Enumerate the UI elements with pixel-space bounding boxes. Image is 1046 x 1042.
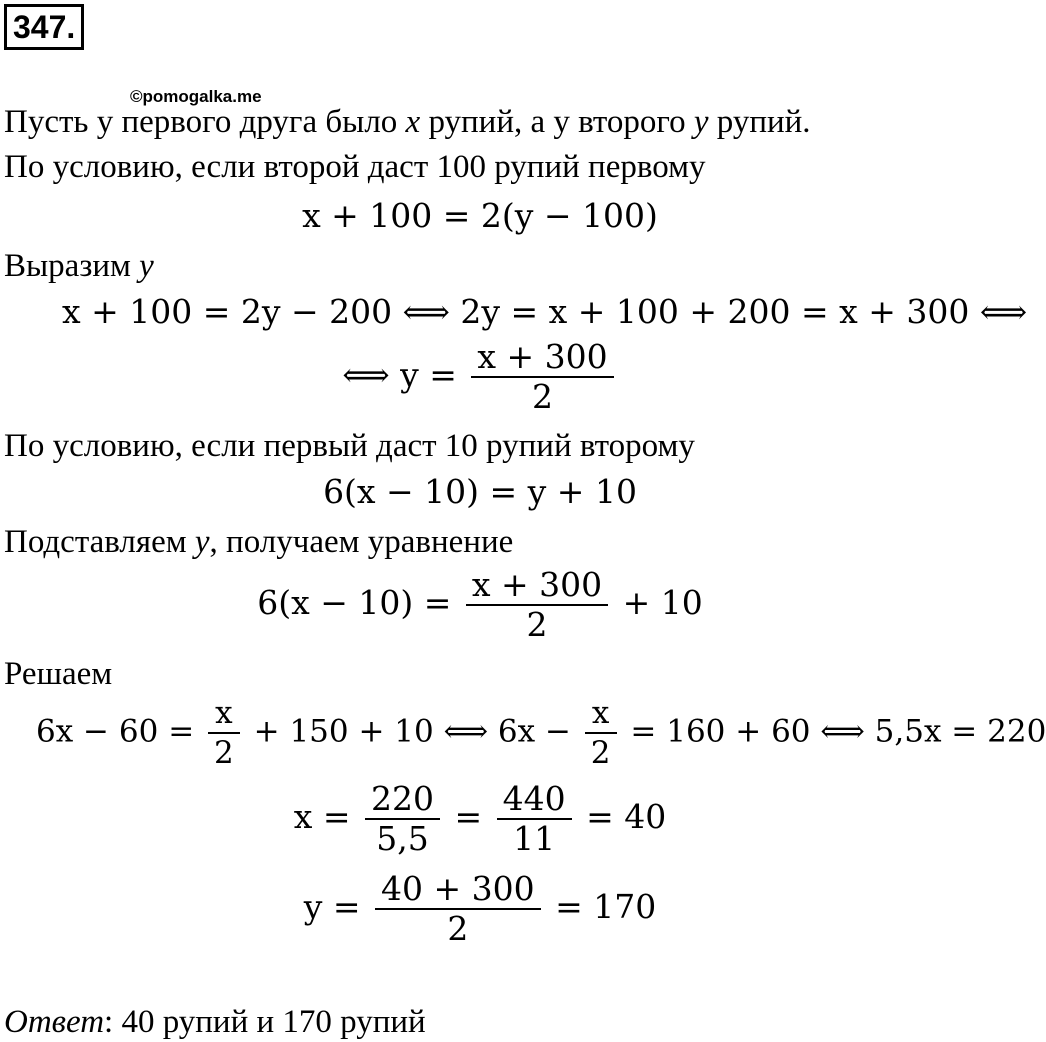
equation-5 <box>0 566 960 644</box>
equation-8-lhs: y = <box>303 887 361 926</box>
express-text: Выразим <box>4 248 131 284</box>
equation-8-rhs: = 170 <box>555 887 657 926</box>
fraction-denominator: 2 <box>214 735 234 771</box>
fraction-denominator: 5,5 <box>376 819 429 858</box>
fraction-numerator: x <box>591 695 610 731</box>
fraction <box>497 780 572 858</box>
equation-5-rhs: + 10 <box>622 583 703 622</box>
equation-6-part-c: = 160 + 60 ⟺ 5,5x = 220 <box>630 713 1046 750</box>
equation-7-lhs: x = <box>293 797 351 836</box>
equation-2: x + 100 = 2y − 200 ⟺ 2y = x + 100 + 200 = x + 300 ⟺ <box>62 292 1028 331</box>
solve-label: Решаем <box>4 656 113 692</box>
fraction <box>375 870 541 948</box>
equation-7 <box>0 780 960 858</box>
variable-y: y <box>194 524 210 560</box>
equation-7-mid: = <box>454 797 483 836</box>
equation-3-lhs: ⟺ y = <box>342 355 457 394</box>
fraction <box>466 566 608 644</box>
fraction <box>365 780 440 858</box>
fraction-numerator: x + 300 <box>477 337 608 376</box>
answer-line <box>4 1002 426 1042</box>
fraction-numerator: x + 300 <box>471 565 603 604</box>
fraction-numerator: 440 <box>502 779 566 818</box>
fraction-denominator: 2 <box>532 377 554 416</box>
condition-2-text: По условию, если первый даст 10 рупий второму <box>4 428 695 464</box>
problem-number: 347. <box>4 4 84 50</box>
intro-text-b: рупий, а у второго <box>428 104 686 140</box>
variable-y: y <box>693 104 709 140</box>
substitute-text-a: Подставляем <box>4 524 187 560</box>
fraction-denominator: 2 <box>447 909 469 948</box>
variable-x: x <box>405 104 421 140</box>
variable-y: y <box>139 248 154 284</box>
equation-7-rhs: = 40 <box>586 797 667 836</box>
intro-text-a: Пусть у первого друга было <box>4 104 398 140</box>
intro-text-c: рупий. <box>716 104 811 140</box>
express-y-line <box>4 246 154 286</box>
substitute-text-b: , получаем уравнение <box>209 524 514 560</box>
answer-text: : 40 рупий и 170 рупий <box>104 1004 426 1040</box>
fraction-numerator: 40 + 300 <box>381 869 535 908</box>
fraction-denominator: 11 <box>513 819 556 858</box>
answer-label: Ответ <box>4 1004 105 1040</box>
fraction <box>585 694 617 772</box>
equation-5-lhs: 6(x − 10) = <box>257 583 452 622</box>
fraction <box>208 694 240 772</box>
equation-3 <box>0 338 960 416</box>
fraction-numerator: x <box>215 695 233 731</box>
watermark: ©pomogalka.me <box>130 87 262 106</box>
condition-1-text: По условию, если второй даст 100 рупий первому <box>4 149 706 185</box>
equation-8 <box>0 870 960 948</box>
equation-6-part-b: + 150 + 10 ⟺ 6x − <box>253 713 571 750</box>
intro-line <box>4 102 811 142</box>
fraction-denominator: 2 <box>590 735 611 771</box>
substitute-line <box>4 522 513 562</box>
equation-1: x + 100 = 2(y − 100) <box>302 196 658 235</box>
equation-6-part-a: 6x − 60 = <box>36 713 195 750</box>
fraction-denominator: 2 <box>526 605 548 644</box>
equation-4: 6(x − 10) = y + 10 <box>323 472 637 511</box>
fraction <box>471 338 613 416</box>
equation-6 <box>36 694 1046 772</box>
fraction-numerator: 220 <box>370 779 434 818</box>
